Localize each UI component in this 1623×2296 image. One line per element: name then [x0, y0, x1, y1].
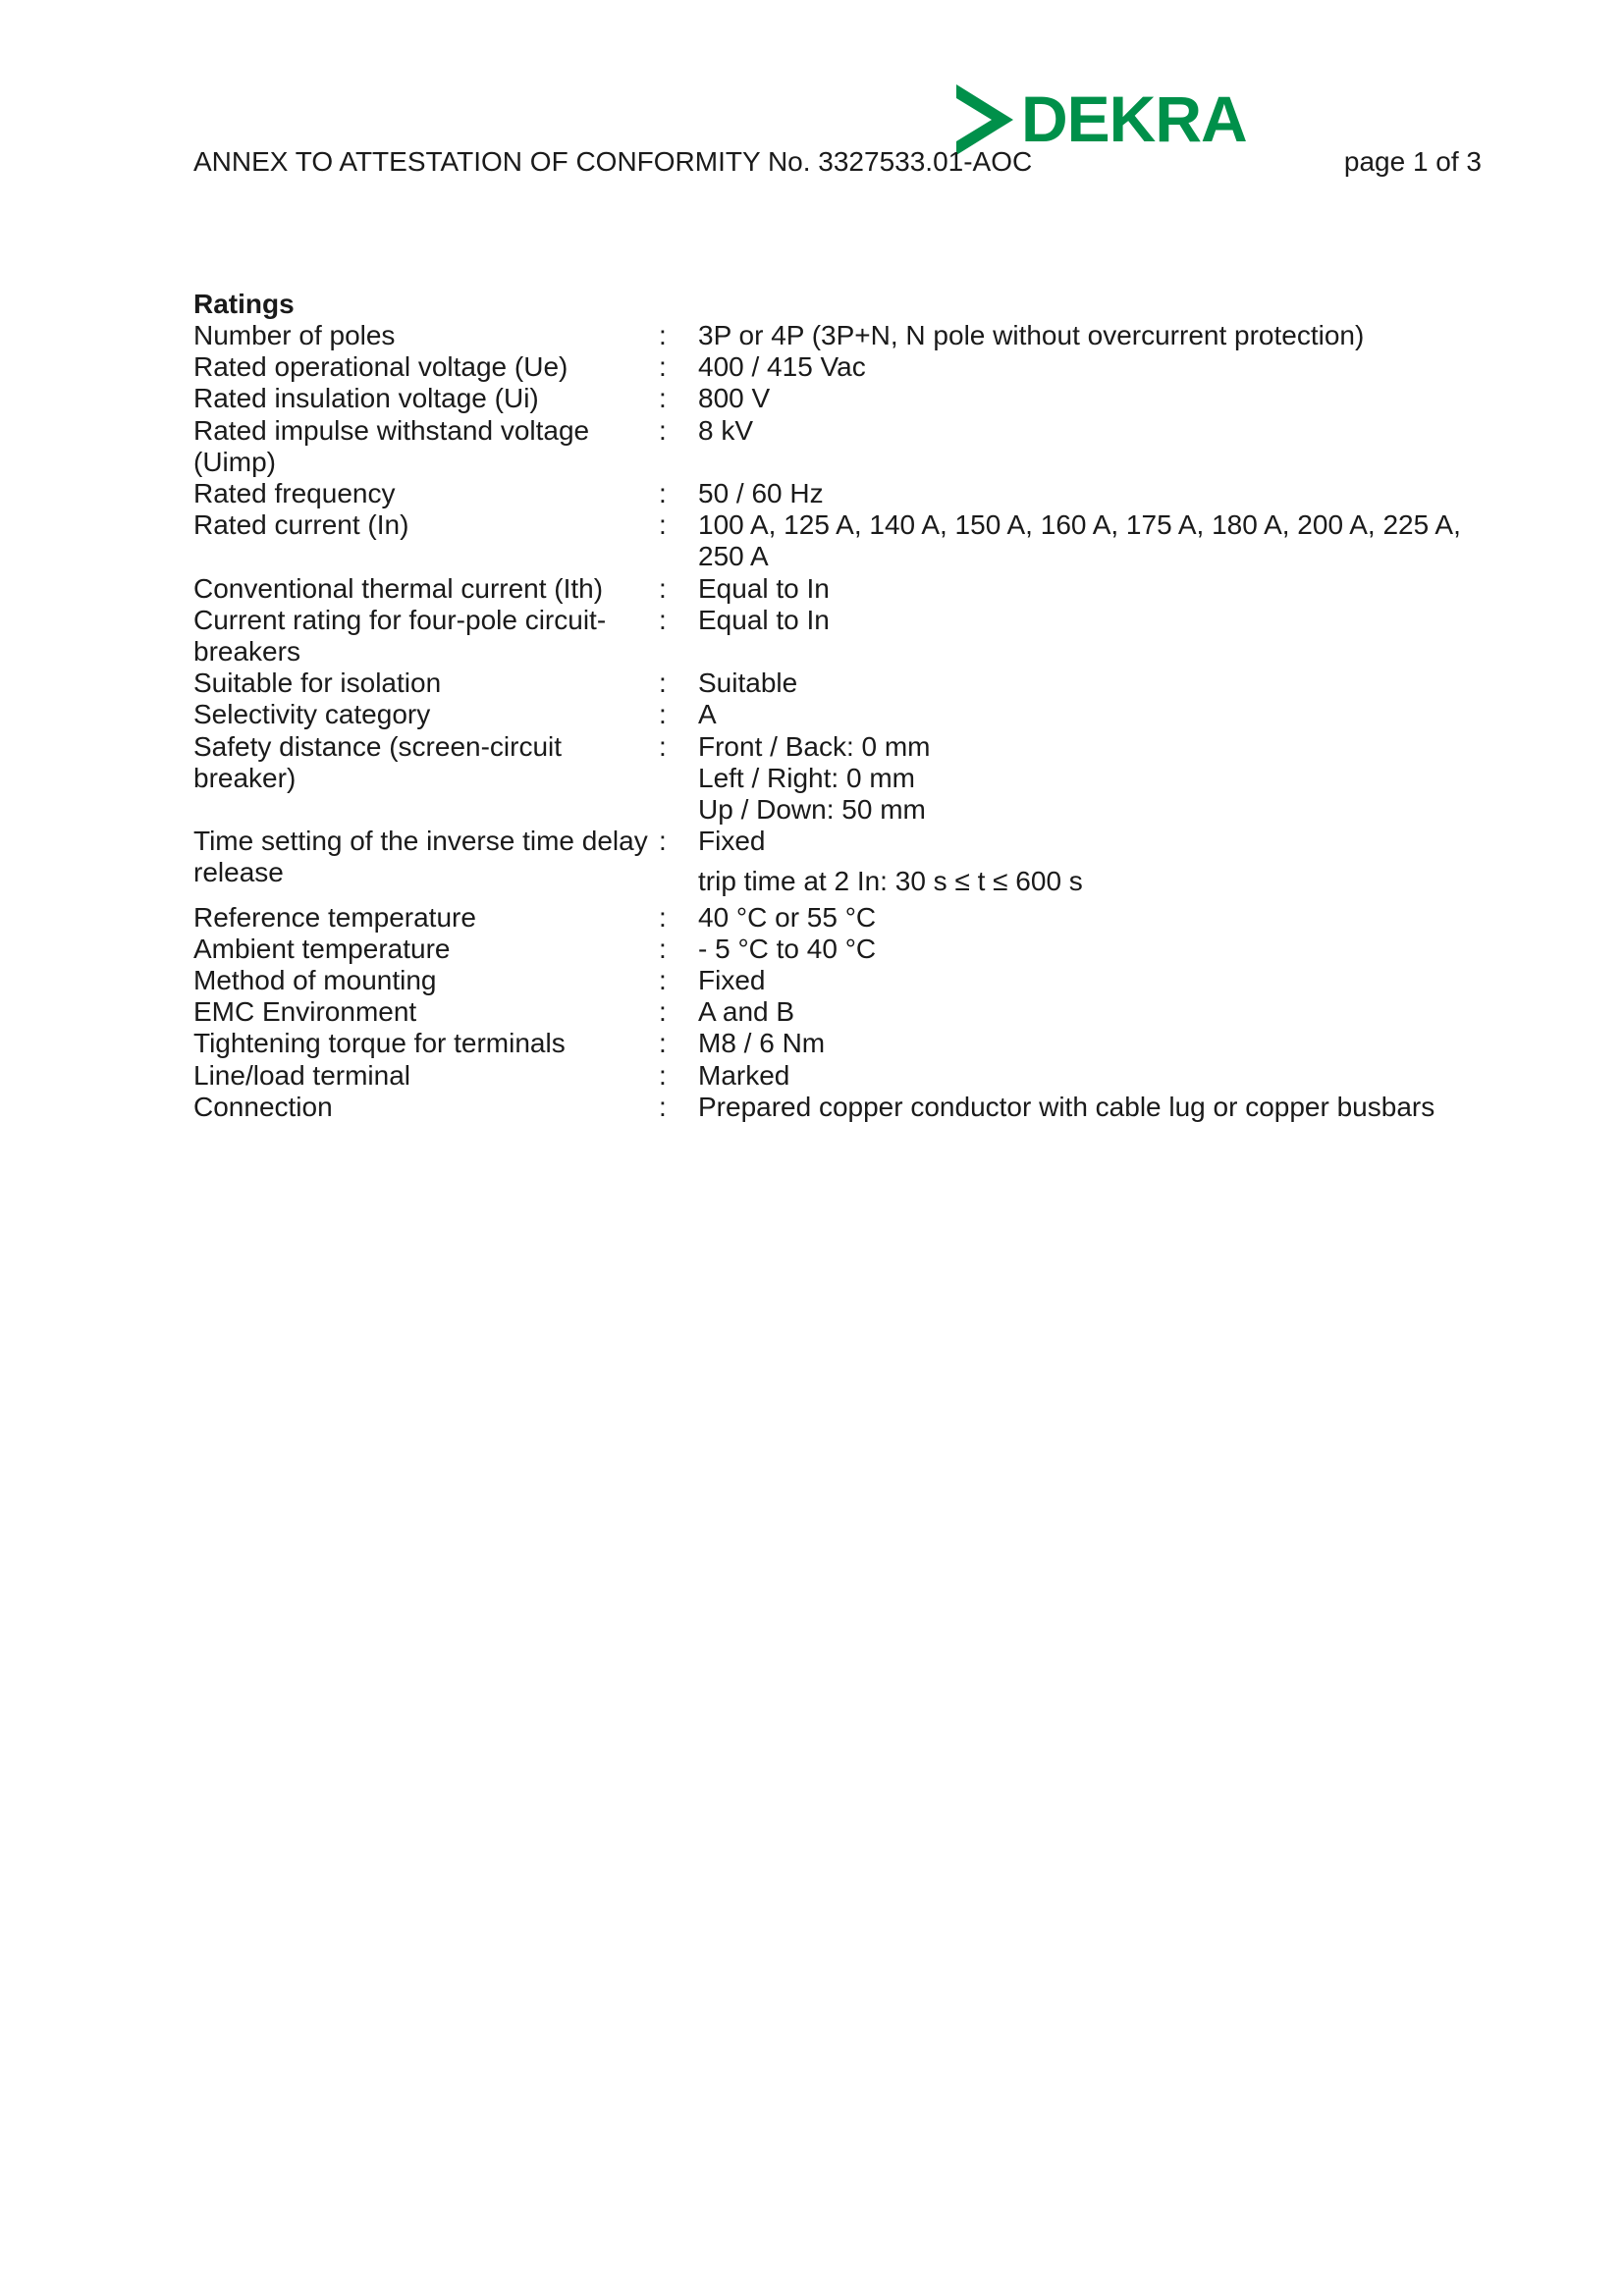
rating-value [698, 415, 1489, 447]
rating-row-operational-voltage [193, 351, 1489, 383]
ratings-table [193, 320, 1489, 1123]
rating-row-four-pole-current-rating [193, 605, 1489, 667]
rating-value [698, 605, 1489, 636]
rating-colon: : [659, 414, 667, 446]
rating-value [698, 383, 1489, 414]
rating-value [698, 965, 1489, 996]
rating-value-line: A and B [698, 996, 795, 1028]
rating-value-line: A [698, 699, 717, 730]
rating-value-line: 40 °C or 55 °C [698, 901, 877, 933]
rating-label: Reference temperature [193, 901, 476, 933]
rating-row-inverse-time-delay [193, 826, 1489, 897]
rating-label: Tightening torque for terminals [193, 1028, 566, 1059]
rating-value-line: Equal to In [698, 572, 830, 604]
rating-label: Suitable for isolation [193, 667, 442, 699]
rating-value-line: Front / Back: 0 mm [698, 730, 931, 762]
rating-label: Current rating for four-pole circuit-breakers [193, 604, 607, 667]
rating-value-line: Up / Down: 50 mm [698, 794, 926, 826]
rating-row-thermal-current [193, 573, 1489, 605]
rating-label: Line/load terminal [193, 1059, 411, 1091]
rating-label: Rated frequency [193, 478, 396, 509]
rating-row-rated-current [193, 509, 1489, 572]
rating-colon: : [659, 1028, 667, 1059]
rating-colon: : [659, 478, 667, 509]
rating-value-line: Prepared copper conductor with cable lug or copper busbars [698, 1091, 1435, 1122]
page-number: page 1 of 3 [1343, 146, 1482, 177]
rating-value [698, 934, 1489, 965]
rating-row-connection [193, 1092, 1489, 1123]
rating-value-line: Suitable [698, 667, 798, 699]
rating-value [698, 351, 1489, 383]
section-title-ratings: Ratings [193, 289, 295, 319]
rating-row-reference-temperature [193, 902, 1489, 934]
rating-colon: : [659, 509, 667, 541]
rating-row-ambient-temperature [193, 934, 1489, 965]
rating-value-line: - 5 °C to 40 °C [698, 933, 877, 964]
rating-value-line: 50 / 60 Hz [698, 478, 824, 509]
rating-row-number-of-poles [193, 320, 1489, 351]
rating-colon: : [659, 1091, 667, 1122]
rating-value-line: 100 A, 125 A, 140 A, 150 A, 160 A, 175 A, 180 A, 200 A, 225 A, 250 A [698, 509, 1461, 572]
rating-row-tightening-torque [193, 1028, 1489, 1059]
rating-label: Time setting of the inverse time delay release [193, 826, 648, 888]
rating-label: Method of mounting [193, 965, 437, 996]
rating-row-suitable-for-isolation [193, 667, 1489, 699]
rating-value [698, 1092, 1489, 1123]
rating-label: Rated operational voltage (Ue) [193, 351, 568, 383]
rating-colon: : [659, 996, 667, 1028]
rating-value [698, 1028, 1489, 1059]
rating-colon: : [659, 901, 667, 933]
rating-colon: : [659, 730, 667, 762]
rating-label: Number of poles [193, 320, 396, 350]
rating-colon: : [659, 572, 667, 604]
rating-row-selectivity-category [193, 699, 1489, 730]
rating-row-emc-environment [193, 996, 1489, 1028]
rating-value-line: 8 kV [698, 414, 754, 446]
rating-colon: : [659, 667, 667, 699]
rating-row-safety-distance [193, 731, 1489, 827]
rating-value [698, 478, 1489, 509]
rating-label: Rated insulation voltage (Ui) [193, 383, 539, 414]
rating-row-line-load-terminal [193, 1060, 1489, 1092]
rating-colon: : [659, 383, 667, 414]
rating-value-line: 800 V [698, 383, 771, 414]
rating-row-impulse-withstand-voltage [193, 415, 1489, 478]
rating-value-line: Marked [698, 1059, 790, 1091]
rating-value [698, 699, 1489, 730]
rating-label: EMC Environment [193, 996, 417, 1028]
rating-colon: : [659, 699, 667, 730]
rating-row-rated-frequency [193, 478, 1489, 509]
rating-value [698, 996, 1489, 1028]
rating-label: Ambient temperature [193, 933, 451, 964]
dekra-logo-text: DEKRA [1021, 82, 1247, 155]
rating-label: Selectivity category [193, 699, 431, 730]
rating-value-line: Fixed [698, 826, 766, 857]
rating-value [698, 1060, 1489, 1092]
rating-value [698, 826, 1489, 897]
rating-row-method-of-mounting [193, 965, 1489, 996]
rating-label: Safety distance (screen-circuit breaker) [193, 730, 563, 793]
rating-colon: : [659, 1059, 667, 1091]
rating-colon: : [659, 826, 667, 857]
rating-colon: : [659, 965, 667, 996]
rating-label: Connection [193, 1091, 333, 1122]
rating-value-line: Fixed [698, 965, 766, 996]
rating-value-line: Equal to In [698, 604, 830, 635]
rating-value [698, 320, 1489, 351]
rating-value [698, 902, 1489, 934]
rating-colon: : [659, 604, 667, 635]
rating-value [698, 731, 1489, 827]
rating-value-line: 400 / 415 Vac [698, 351, 866, 383]
document-title: ANNEX TO ATTESTATION OF CONFORMITY No. 3327533.01-AOC [193, 146, 1033, 177]
rating-label: Rated current (In) [193, 509, 409, 541]
rating-colon: : [659, 933, 667, 964]
rating-label: Conventional thermal current (Ith) [193, 572, 604, 604]
rating-value-line: Left / Right: 0 mm [698, 762, 915, 793]
rating-value-line: 3P or 4P (3P+N, N pole without overcurrent protection) [698, 320, 1365, 350]
rating-label: Rated impulse withstand voltage (Uimp) [193, 414, 590, 477]
rating-value [698, 667, 1489, 699]
rating-colon: : [659, 320, 667, 350]
rating-value-line: M8 / 6 Nm [698, 1028, 826, 1059]
rating-value [698, 509, 1489, 572]
rating-value [698, 573, 1489, 605]
rating-colon: : [659, 351, 667, 383]
rating-row-insulation-voltage [193, 383, 1489, 414]
rating-value-line: trip time at 2 In: 30 s ≤ t ≤ 600 s [698, 866, 1083, 897]
